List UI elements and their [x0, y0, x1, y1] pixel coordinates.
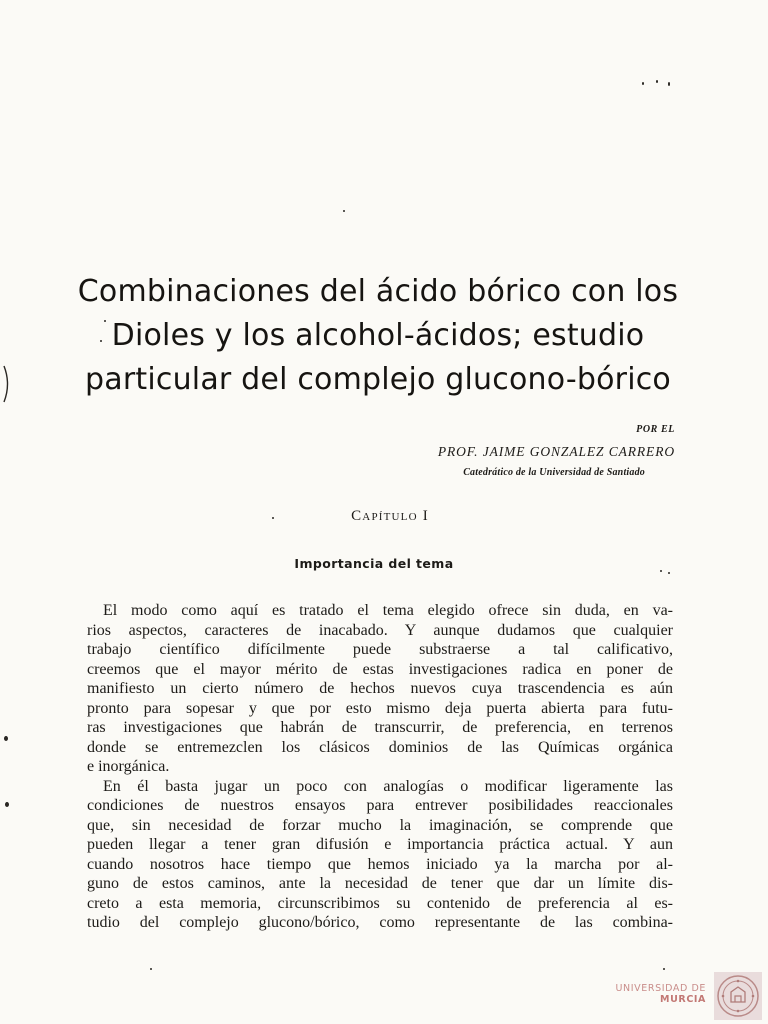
scan-speck — [4, 736, 8, 741]
scan-speck — [343, 210, 345, 212]
scan-speck — [642, 82, 644, 85]
body-line: trabajo científico difícilmente puede substraerse a tal calificativo, — [87, 641, 673, 658]
watermark-line: UNIVERSIDAD DE — [615, 983, 706, 994]
body-line: pueden llegar a tener gran difusión e importancia práctica actual. Y aun — [87, 836, 673, 853]
body-line: rios aspectos, caracteres de inacabado. Y aunque dudamos que cualquier — [87, 621, 673, 639]
watermark-line: MURCIA — [660, 994, 706, 1005]
watermark-text — [616, 983, 707, 1005]
body-line: En él basta jugar un poco con analogías o modificar ligeramente las — [103, 777, 673, 795]
scan-speck — [668, 82, 670, 86]
paper-title — [40, 270, 716, 402]
body-text — [87, 601, 673, 933]
university-seal-icon — [714, 972, 762, 1020]
body-line: cuando nosotros hace tiempo que hemos iniciado ya la marcha por al- — [87, 855, 673, 873]
body-line: donde se entremezclen los clásicos dominios de las Químicas orgánica — [87, 738, 673, 756]
author-affiliation: Catedrático de la Universidad de Santiado — [463, 467, 645, 478]
author-name: PROF. JAIME GONZALEZ CARRERO — [437, 444, 675, 459]
body-line: creto a esta memoria, circunscribimos su contenido de preferencia al es- — [87, 894, 673, 912]
scan-speck — [150, 968, 152, 970]
scan-speck — [5, 802, 9, 807]
scan-speck — [668, 572, 670, 574]
title-line: Combinaciones del ácido bórico con los — [77, 274, 679, 309]
title-line: particular del complejo glucono-bórico — [85, 362, 671, 397]
chapter-heading: Capítulo I — [351, 508, 429, 524]
body-line: condiciones de nuestros ensayos para entrever posibilidades reaccionales — [87, 797, 673, 814]
body-line: tudio del complejo glucono/bórico, como representante de las combina- — [87, 914, 673, 931]
body-line: El modo como aquí es tratado el tema elegido ofrece sin duda, en va- — [103, 602, 673, 619]
body-line: ras investigaciones que habrán de transcurrir, de preferencia, en terrenos — [87, 719, 673, 736]
section-heading: Importancia del tema — [294, 556, 454, 571]
title-line: Dioles y los alcohol-ácidos; estudio — [111, 318, 645, 353]
byline-por: POR EL — [636, 424, 675, 435]
margin-bracket-mark — [0, 364, 14, 404]
body-line: pronto para sopesar y que por esto mismo deja puerta abierta para futu- — [87, 699, 673, 717]
body-line: e inorgánica. — [87, 758, 170, 775]
body-line: que, sin necesidad de forzar mucho la imaginación, se comprende que — [87, 816, 673, 834]
body-line: guno de estos caminos, ante la necesidad de tener que dar un límite dis- — [87, 875, 673, 892]
body-line: manifiesto un cierto número de hechos nuevos cuya trascendencia es aún — [87, 680, 673, 697]
body-line: creemos que el mayor mérito de estas investigaciones radica en poner de — [87, 660, 673, 678]
university-watermark — [508, 968, 768, 1024]
scan-speck — [656, 80, 658, 83]
scan-speck — [660, 570, 662, 572]
